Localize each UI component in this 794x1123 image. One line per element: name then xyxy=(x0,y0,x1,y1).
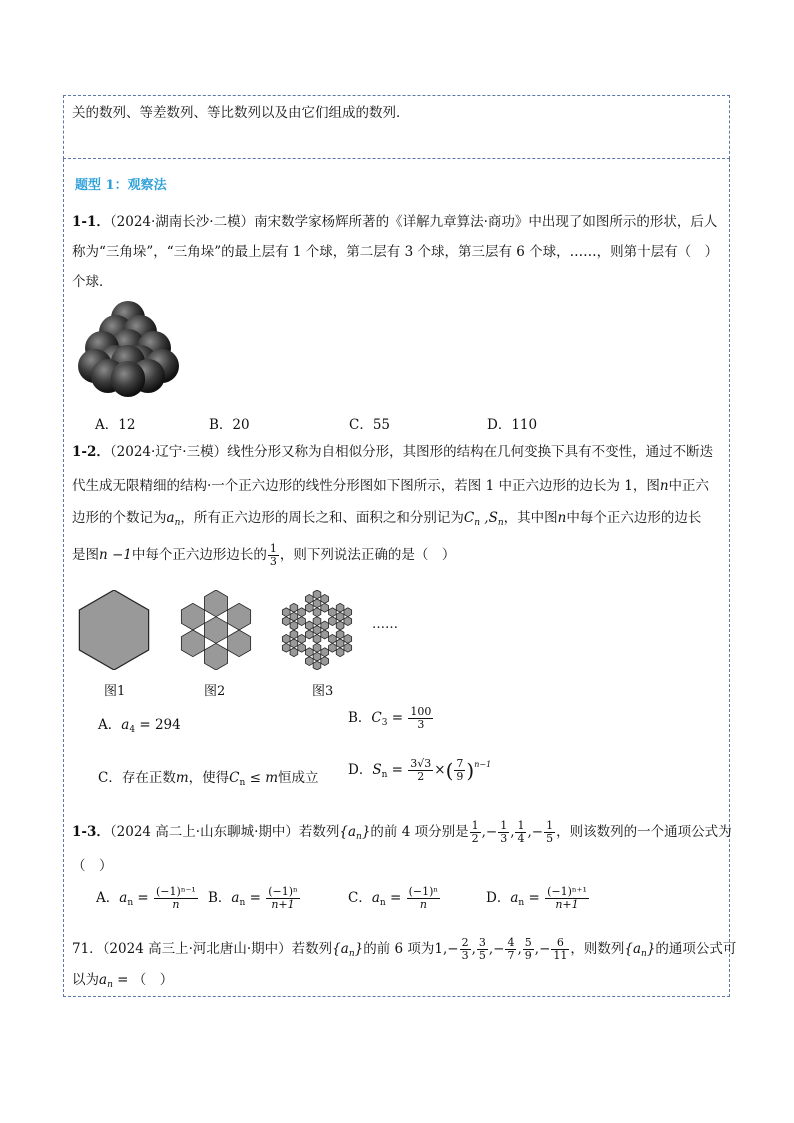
q3-line2: （ ） xyxy=(72,858,113,874)
hexagon xyxy=(298,634,306,643)
hexagon xyxy=(290,612,298,621)
hexagon xyxy=(290,639,298,648)
q2-option-d[interactable]: D．$S_n$ = $\frac{3√3}{2}$ ×( $\frac{7}{9}$ )$^{n-1}$ xyxy=(348,757,492,783)
hexagon xyxy=(290,630,298,639)
hexagon xyxy=(344,617,352,626)
hexagon xyxy=(282,617,290,626)
hexagon xyxy=(321,657,329,666)
q2-line3: 边形的个数记为$a_n$，所有正六边形的周长之和、面积之和分别记为$C_n$ $,S_n$，其中图n中每个正六边形的边长 xyxy=(72,510,702,528)
hexagon xyxy=(204,643,227,670)
hexagon xyxy=(228,603,251,630)
figure-2-label: 图2 xyxy=(204,684,226,699)
intro-text: 关的数列、等差数列、等比数列以及由它们组成的数列． xyxy=(72,105,410,121)
q1-option-d[interactable]: D．110 xyxy=(487,417,538,433)
hexagon xyxy=(313,590,321,599)
cn-sn-symbol: $C_n$ $,S_n$ xyxy=(463,510,504,528)
term-fraction: $\frac{1}{3}$ xyxy=(500,819,508,845)
hexagon xyxy=(329,643,337,652)
q1-option-b[interactable]: B．20 xyxy=(209,417,250,433)
hexagon xyxy=(344,634,352,643)
option-b-fraction: $\frac{100}{3}$ xyxy=(410,705,432,731)
figure-ellipsis: …… xyxy=(372,617,398,632)
one-third-fraction: $\frac{1}{3}$ xyxy=(269,542,277,568)
hexagon xyxy=(228,630,251,657)
hexagon xyxy=(336,648,344,657)
hexagon xyxy=(336,612,344,621)
figure-1-label: 图1 xyxy=(104,684,126,699)
term-fraction: $\frac{1}{2}$ xyxy=(471,819,479,845)
q1-option-c[interactable]: C．55 xyxy=(349,417,391,433)
hexagon xyxy=(321,594,329,603)
section-heading: 题型 1：观察法 xyxy=(75,178,167,193)
hexagon xyxy=(313,661,321,670)
q1-line3: 个球． xyxy=(72,274,113,290)
hexagon xyxy=(204,617,227,644)
hexagon xyxy=(321,630,329,639)
fractal-figure-2 xyxy=(174,590,258,670)
fractal-figure-1 xyxy=(72,590,156,670)
q3-line1: 1-3．（2024 高二上·山东聊城·期中）若数列$\{a_n\}$的前 4 项分别是 $\frac{1}{2}$ ,− $\frac{1}{3}$ , $\frac{1}{4}$ ,− $\frac{1}{5}$ ，则该数列的一个通项公式为 xyxy=(72,819,732,845)
hexagon xyxy=(321,621,329,630)
hexagon xyxy=(305,630,313,639)
hexagon xyxy=(305,594,313,603)
q2-line4: 是图n −1中每个正六边形边长的 $\frac{1}{3}$ ，则下列说法正确的是（ ） xyxy=(72,542,456,568)
q1-option-a[interactable]: A．12 xyxy=(95,417,136,433)
q4-line2: 以为$a_n$ = （ ） xyxy=(72,972,174,990)
term-fraction: $\frac{6}{11}$ xyxy=(553,936,568,962)
q1-line1: 1-1．（2024·湖南长沙·二模）南宋数学家杨辉所著的《详解九章算法·商功》中出现了如图所示的形状，后人 xyxy=(72,214,718,230)
hexagon xyxy=(321,648,329,657)
hexagon xyxy=(298,643,306,652)
a-n-symbol: $a_n$ xyxy=(166,510,181,528)
term-fraction: $\frac{5}{9}$ xyxy=(524,936,532,962)
hexagon xyxy=(282,634,290,643)
triangular-pile-image xyxy=(70,296,182,400)
q2-option-a[interactable]: A．$a_4 = 294$ xyxy=(98,717,181,735)
q3-option-b[interactable]: B．$a_n$ = $\frac{\text{(−1)ⁿ}}{n+1}$ xyxy=(208,885,298,911)
hexagon xyxy=(336,603,344,612)
hexagon xyxy=(305,603,313,612)
hexagon xyxy=(344,608,352,617)
term-fraction: $\frac{2}{3}$ xyxy=(461,936,469,962)
hexagon xyxy=(329,634,337,643)
hexagon xyxy=(204,590,227,617)
hexagon xyxy=(298,617,306,626)
hexagon xyxy=(79,590,148,670)
hexagon xyxy=(290,603,298,612)
hexagon xyxy=(282,643,290,652)
q2-option-c[interactable]: C．存在正数m，使得$C_n \le m$恒成立 xyxy=(98,770,319,788)
questions-box xyxy=(63,159,730,997)
q4-line1: 71．（2024 高三上·河北唐山·期中）若数列$\{a_n\}$的前 6 项为1,− $\frac{2}{3}$ , $\frac{3}{5}$ ,− $\frac{4}{7}$ , $\frac{5}{9}$ ,− $\frac{6}{11}$ ，则数列$\{a_n\}$的通项公式可 xyxy=(72,936,737,962)
hexagon xyxy=(313,608,321,617)
hexagon xyxy=(344,643,352,652)
hexagon xyxy=(305,648,313,657)
hexagon xyxy=(313,599,321,608)
q3-option-a[interactable]: A．$a_n$ = $\frac{\text{(−1)ⁿ⁻¹}}{n}$ xyxy=(96,885,196,911)
hexagon xyxy=(313,634,321,643)
term-fraction: $\frac{4}{7}$ xyxy=(507,936,515,962)
q3-option-d[interactable]: D．$a_n$ = $\frac{\text{(−1)ⁿ⁺¹}}{n+1}$ xyxy=(486,885,587,911)
q3-terms: $\frac{1}{2}$ ,− $\frac{1}{3}$ , $\frac{1}{4}$ ,− $\frac{1}{5}$ xyxy=(471,819,554,845)
fractal-figure-3 xyxy=(275,590,359,670)
hexagon xyxy=(313,652,321,661)
q2-line1: 1-2．（2024·辽宁·三模）线性分形又称为自相似分形，其图形的结构在几何变换下具有不变性，通过不断迭 xyxy=(72,444,714,460)
hexagon xyxy=(313,626,321,635)
figure-3-label: 图3 xyxy=(312,684,334,699)
hexagon xyxy=(336,639,344,648)
hexagon xyxy=(329,608,337,617)
hexagon xyxy=(305,621,313,630)
hexagon xyxy=(181,630,204,657)
hexagon xyxy=(298,608,306,617)
term-fraction: $\frac{1}{4}$ xyxy=(517,819,525,845)
hexagon xyxy=(321,603,329,612)
option-d-fraction: $\frac{3√3}{2}$ xyxy=(410,757,432,783)
hexagon xyxy=(181,603,204,630)
hexagon xyxy=(313,643,321,652)
term-fraction: $\frac{3}{5}$ xyxy=(478,936,486,962)
hexagon xyxy=(290,621,298,630)
q2-line2: 代生成无限精细的结构·一个正六边形的线性分形图如下图所示，若图 1 中正六边形的边长为 1，图n中正六 xyxy=(72,478,710,494)
hexagon xyxy=(313,617,321,626)
hexagon xyxy=(336,630,344,639)
hexagon xyxy=(282,608,290,617)
hexagon xyxy=(336,621,344,630)
term-fraction: $\frac{1}{5}$ xyxy=(546,819,554,845)
hexagon xyxy=(290,648,298,657)
q3-option-c[interactable]: C．$a_n$ = $\frac{\text{(−1)ⁿ}}{n}$ xyxy=(348,885,439,911)
hexagon xyxy=(305,657,313,666)
hexagon xyxy=(329,617,337,626)
pile-ball xyxy=(111,363,145,397)
q1-line2: 称为“三角垛”，“三角垛”的最上层有 1 个球，第二层有 3 个球，第三层有 6 个球，……，则第十层有（ ） xyxy=(72,244,719,260)
q2-option-b[interactable]: B．$C_3$ = $\frac{100}{3}$ xyxy=(348,705,432,731)
q4-terms: 1,− $\frac{2}{3}$ , $\frac{3}{5}$ ,− $\frac{4}{7}$ , $\frac{5}{9}$ ,− $\frac{6}{11}$ xyxy=(434,936,568,962)
